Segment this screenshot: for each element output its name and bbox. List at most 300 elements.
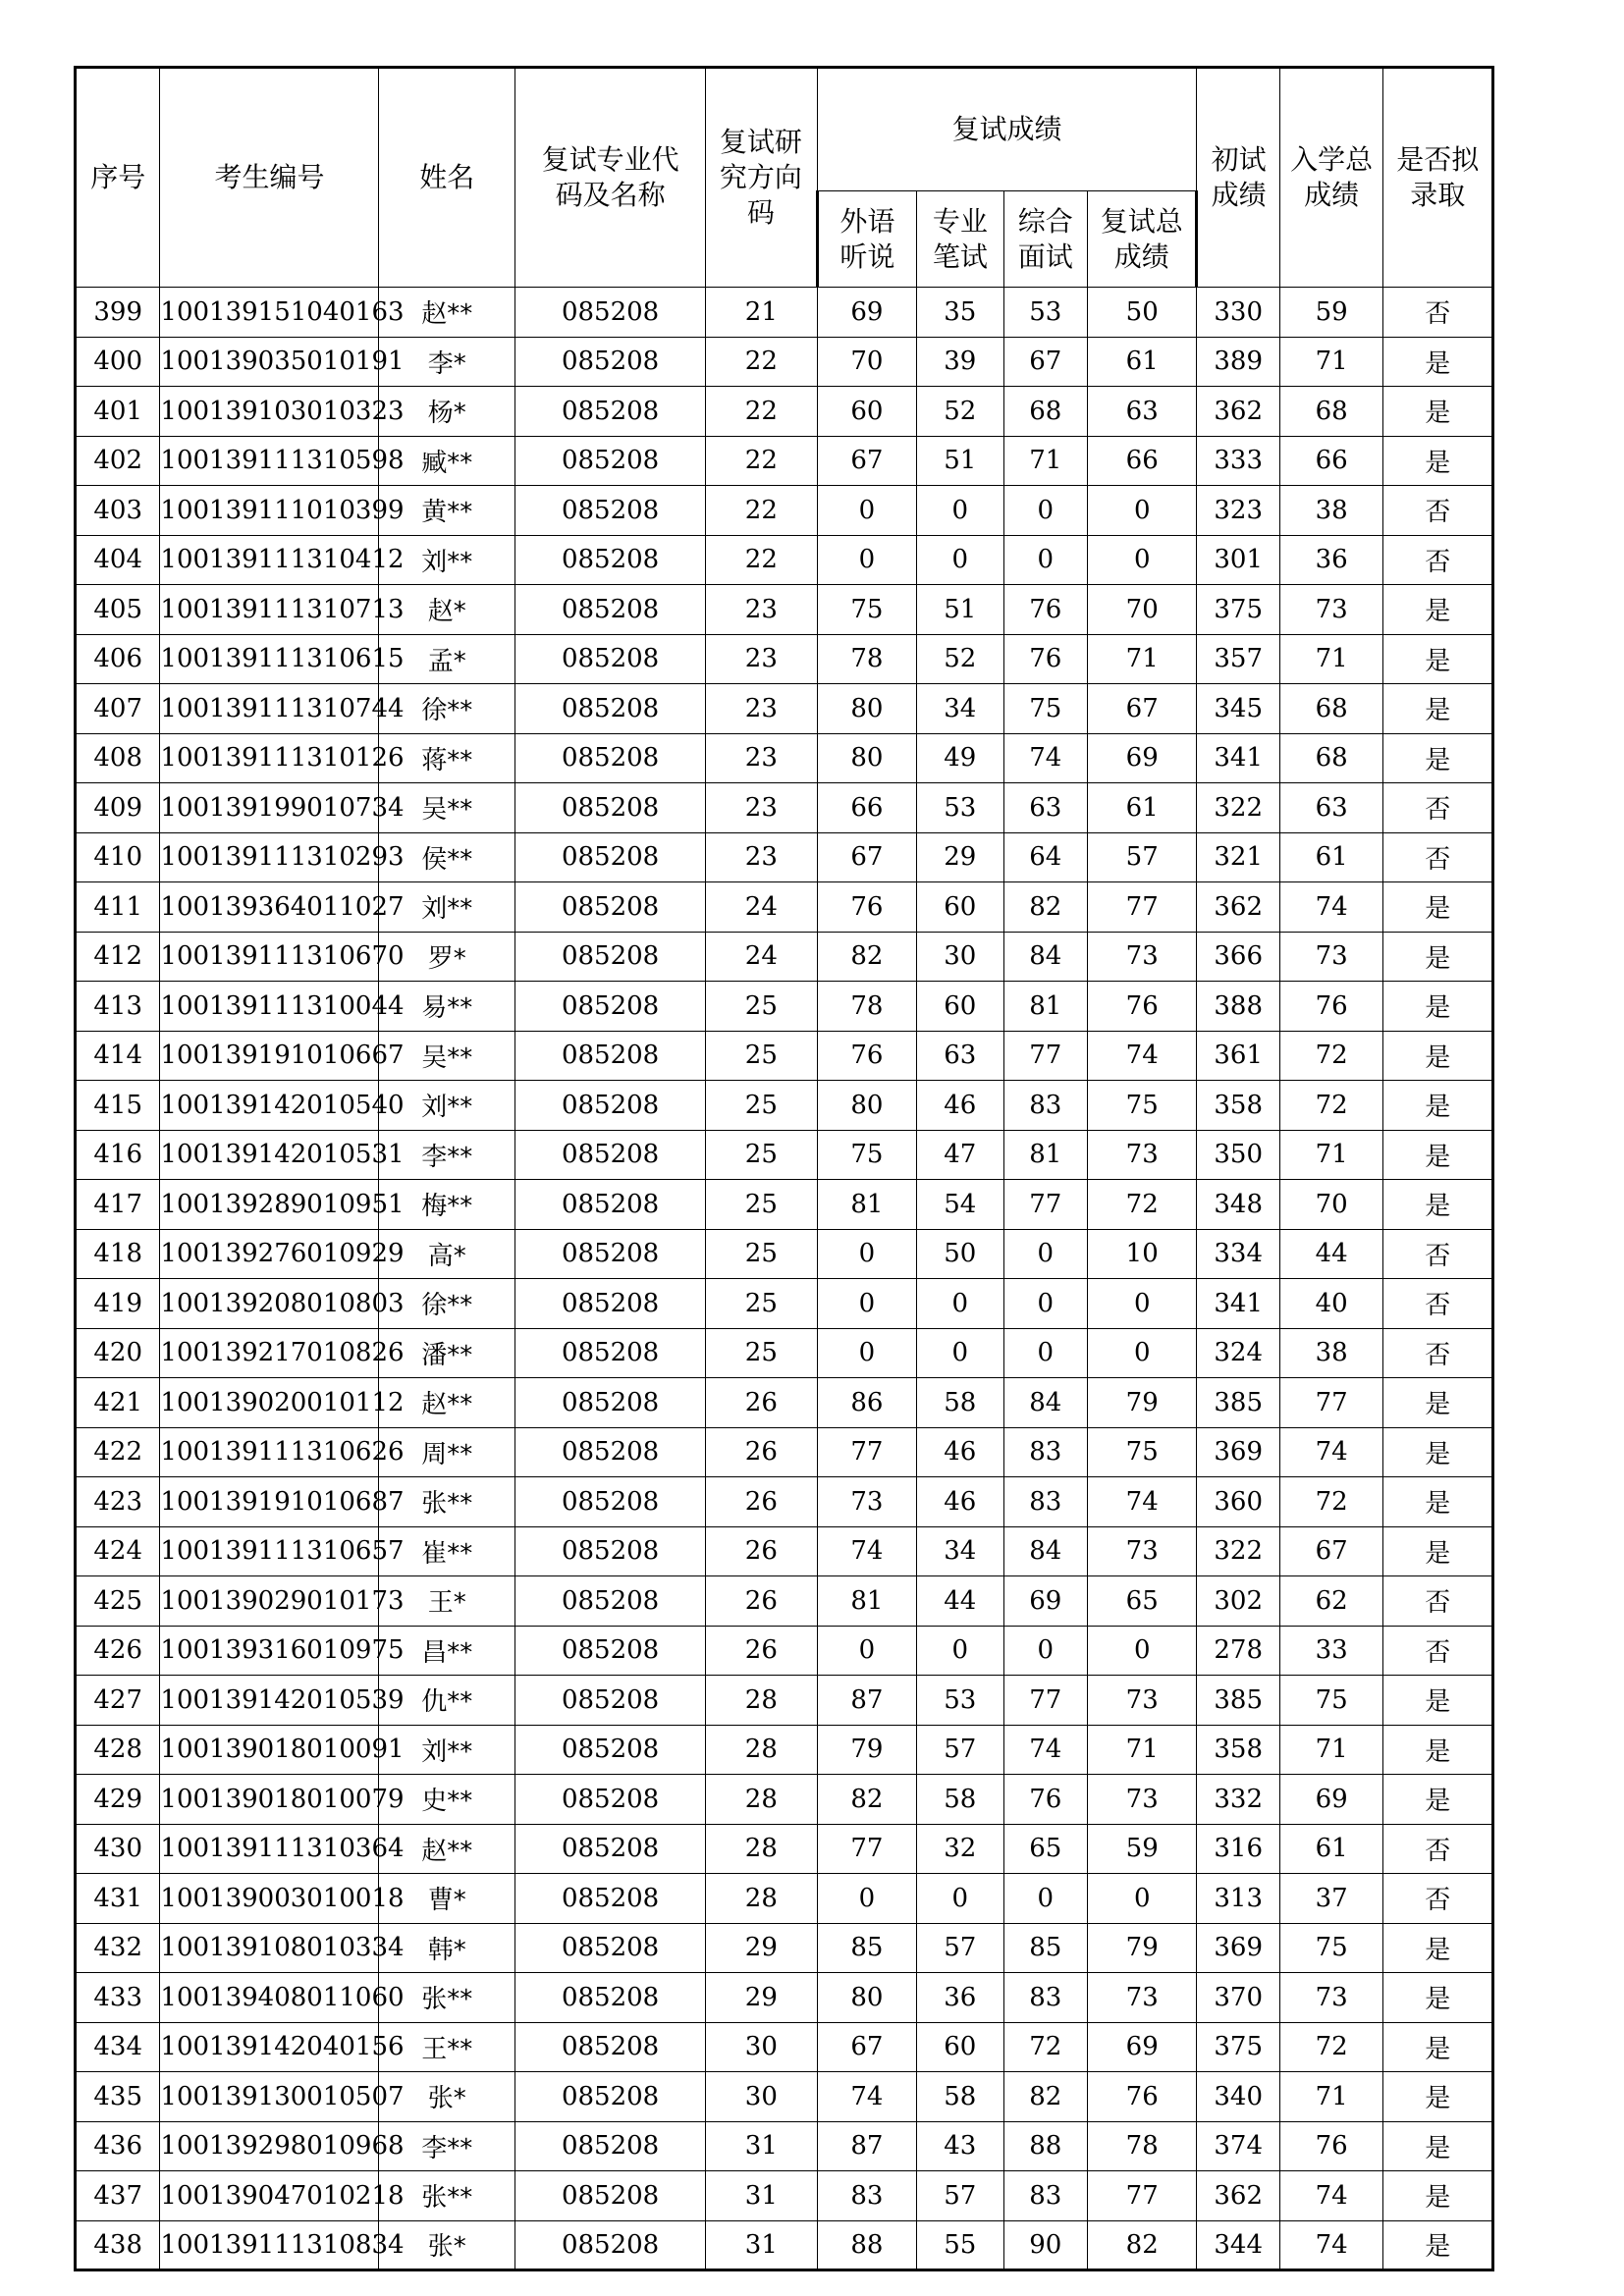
interview-cell: 88 [1003, 2121, 1087, 2171]
written-cell: 53 [917, 783, 1003, 833]
listening-cell: 80 [817, 1973, 916, 2023]
direction-cell: 22 [706, 486, 818, 536]
prelim-cell: 358 [1197, 1725, 1279, 1775]
admission-total-cell: 75 [1279, 1923, 1383, 1973]
retest-total-cell: 73 [1087, 1130, 1197, 1180]
table-row [76, 1328, 1493, 1378]
seq-cell: 425 [76, 1576, 160, 1627]
listening-cell: 81 [817, 1180, 916, 1230]
admit-cell: 是 [1383, 2072, 1493, 2122]
direction-cell: 22 [706, 436, 818, 486]
prelim-cell: 388 [1197, 982, 1279, 1032]
score-sheet [74, 66, 1494, 2271]
direction-cell: 23 [706, 783, 818, 833]
prelim-cell: 361 [1197, 1031, 1279, 1081]
seq-cell: 409 [76, 783, 160, 833]
interview-cell: 64 [1003, 832, 1087, 882]
name-cell: 张** [379, 1973, 515, 2023]
name-cell: 王** [379, 2022, 515, 2072]
table-row [76, 1081, 1493, 1131]
name-cell: 曹* [379, 1874, 515, 1924]
admission-total-cell: 59 [1279, 288, 1383, 338]
name-cell: 崔** [379, 1526, 515, 1576]
written-cell: 43 [917, 2121, 1003, 2171]
prelim-cell: 344 [1197, 2220, 1279, 2270]
seq-cell: 414 [76, 1031, 160, 1081]
listening-cell: 88 [817, 2220, 916, 2270]
interview-cell: 85 [1003, 1923, 1087, 1973]
direction-cell: 25 [706, 1279, 818, 1329]
major-code-cell: 085208 [515, 1576, 706, 1627]
interview-cell: 90 [1003, 2220, 1087, 2270]
interview-cell: 75 [1003, 684, 1087, 734]
interview-cell: 82 [1003, 2072, 1087, 2122]
prelim-cell: 341 [1197, 733, 1279, 783]
major-code-cell: 085208 [515, 783, 706, 833]
listening-cell: 0 [817, 486, 916, 536]
table-row [76, 436, 1493, 486]
written-cell: 57 [917, 1725, 1003, 1775]
name-cell: 易** [379, 982, 515, 1032]
direction-cell: 31 [706, 2171, 818, 2221]
prelim-cell: 316 [1197, 1824, 1279, 1874]
listening-cell: 0 [817, 1626, 916, 1676]
exam-id-cell: 100139003010018 [160, 1874, 379, 1924]
listening-cell: 86 [817, 1378, 916, 1428]
written-cell: 60 [917, 982, 1003, 1032]
header-exam-id: 考生编号 [160, 68, 379, 288]
listening-cell: 78 [817, 982, 916, 1032]
prelim-cell: 385 [1197, 1378, 1279, 1428]
retest-total-cell: 74 [1087, 1477, 1197, 1527]
admit-cell: 否 [1383, 1279, 1493, 1329]
interview-cell: 0 [1003, 1229, 1087, 1279]
written-cell: 46 [917, 1477, 1003, 1527]
prelim-cell: 278 [1197, 1626, 1279, 1676]
admission-total-cell: 38 [1279, 1328, 1383, 1378]
retest-total-cell: 10 [1087, 1229, 1197, 1279]
name-cell: 蒋** [379, 733, 515, 783]
admission-total-cell: 76 [1279, 2121, 1383, 2171]
prelim-cell: 362 [1197, 882, 1279, 933]
interview-cell: 0 [1003, 1279, 1087, 1329]
table-row [76, 2171, 1493, 2221]
major-code-cell: 085208 [515, 634, 706, 684]
name-cell: 赵** [379, 1378, 515, 1428]
interview-cell: 0 [1003, 1328, 1087, 1378]
prelim-cell: 301 [1197, 535, 1279, 585]
admission-total-cell: 40 [1279, 1279, 1383, 1329]
retest-total-cell: 0 [1087, 1328, 1197, 1378]
header-interview-line2: 面试 [1017, 240, 1073, 273]
name-cell: 刘** [379, 1081, 515, 1131]
exam-id-cell: 100139191010687 [160, 1477, 379, 1527]
exam-id-cell: 100139191010667 [160, 1031, 379, 1081]
listening-cell: 75 [817, 1130, 916, 1180]
interview-cell: 63 [1003, 783, 1087, 833]
prelim-cell: 389 [1197, 337, 1279, 387]
table-row [76, 337, 1493, 387]
name-cell: 潘** [379, 1328, 515, 1378]
table-row [76, 1229, 1493, 1279]
name-cell: 昌** [379, 1626, 515, 1676]
major-code-cell: 085208 [515, 1874, 706, 1924]
retest-total-cell: 0 [1087, 1874, 1197, 1924]
retest-total-cell: 73 [1087, 1676, 1197, 1726]
score-table-body [76, 288, 1493, 2270]
table-row [76, 2072, 1493, 2122]
retest-total-cell: 67 [1087, 684, 1197, 734]
exam-id-cell: 100139142010540 [160, 1081, 379, 1131]
written-cell: 51 [917, 436, 1003, 486]
table-row [76, 1874, 1493, 1924]
listening-cell: 76 [817, 1031, 916, 1081]
interview-cell: 72 [1003, 2022, 1087, 2072]
direction-cell: 30 [706, 2022, 818, 2072]
interview-cell: 76 [1003, 1775, 1087, 1825]
header-seq: 序号 [76, 68, 160, 288]
prelim-cell: 362 [1197, 2171, 1279, 2221]
prelim-cell: 369 [1197, 1427, 1279, 1477]
admit-cell: 是 [1383, 2121, 1493, 2171]
interview-cell: 83 [1003, 1477, 1087, 1527]
major-code-cell: 085208 [515, 1081, 706, 1131]
major-code-cell: 085208 [515, 2022, 706, 2072]
prelim-cell: 332 [1197, 1775, 1279, 1825]
listening-cell: 74 [817, 1526, 916, 1576]
interview-cell: 76 [1003, 585, 1087, 635]
header-major [515, 68, 706, 288]
admission-total-cell: 44 [1279, 1229, 1383, 1279]
name-cell: 赵** [379, 288, 515, 338]
admit-cell: 是 [1383, 1526, 1493, 1576]
table-row [76, 1526, 1493, 1576]
written-cell: 52 [917, 634, 1003, 684]
retest-total-cell: 59 [1087, 1824, 1197, 1874]
header-interview [1003, 191, 1087, 288]
admission-total-cell: 74 [1279, 2220, 1383, 2270]
table-row [76, 1725, 1493, 1775]
seq-cell: 424 [76, 1526, 160, 1576]
admission-total-cell: 71 [1279, 1130, 1383, 1180]
retest-total-cell: 70 [1087, 585, 1197, 635]
listening-cell: 0 [817, 1229, 916, 1279]
direction-cell: 31 [706, 2121, 818, 2171]
admit-cell: 是 [1383, 634, 1493, 684]
retest-total-cell: 77 [1087, 2171, 1197, 2221]
major-code-cell: 085208 [515, 1725, 706, 1775]
admission-total-cell: 71 [1279, 1725, 1383, 1775]
header-admission-total-line1: 入学总 [1290, 143, 1374, 176]
written-cell: 0 [917, 486, 1003, 536]
table-row [76, 1477, 1493, 1527]
seq-cell: 429 [76, 1775, 160, 1825]
admit-cell: 是 [1383, 585, 1493, 635]
retest-total-cell: 73 [1087, 1775, 1197, 1825]
header-major-line2: 码及名称 [555, 179, 666, 211]
admission-total-cell: 73 [1279, 932, 1383, 982]
exam-id-cell: 100139029010173 [160, 1576, 379, 1627]
seq-cell: 399 [76, 288, 160, 338]
prelim-cell: 340 [1197, 2072, 1279, 2122]
seq-cell: 405 [76, 585, 160, 635]
seq-cell: 422 [76, 1427, 160, 1477]
written-cell: 29 [917, 832, 1003, 882]
direction-cell: 25 [706, 1229, 818, 1279]
listening-cell: 82 [817, 1775, 916, 1825]
written-cell: 52 [917, 387, 1003, 437]
written-cell: 57 [917, 1923, 1003, 1973]
seq-cell: 403 [76, 486, 160, 536]
seq-cell: 410 [76, 832, 160, 882]
seq-cell: 423 [76, 1477, 160, 1527]
retest-total-cell: 75 [1087, 1427, 1197, 1477]
seq-cell: 400 [76, 337, 160, 387]
interview-cell: 83 [1003, 1973, 1087, 2023]
interview-cell: 74 [1003, 733, 1087, 783]
seq-cell: 406 [76, 634, 160, 684]
table-row [76, 783, 1493, 833]
table-row [76, 684, 1493, 734]
table-row [76, 535, 1493, 585]
name-cell: 赵* [379, 585, 515, 635]
major-code-cell: 085208 [515, 1676, 706, 1726]
retest-total-cell: 61 [1087, 783, 1197, 833]
header-retest-total-line2: 成绩 [1113, 240, 1169, 273]
direction-cell: 25 [706, 1130, 818, 1180]
retest-total-cell: 73 [1087, 1526, 1197, 1576]
written-cell: 47 [917, 1130, 1003, 1180]
admission-total-cell: 38 [1279, 486, 1383, 536]
exam-id-cell: 100139018010079 [160, 1775, 379, 1825]
admit-cell: 是 [1383, 1676, 1493, 1726]
name-cell: 徐** [379, 684, 515, 734]
prelim-cell: 374 [1197, 2121, 1279, 2171]
name-cell: 张** [379, 2171, 515, 2221]
retest-total-cell: 75 [1087, 1081, 1197, 1131]
listening-cell: 67 [817, 832, 916, 882]
admission-total-cell: 66 [1279, 436, 1383, 486]
listening-cell: 87 [817, 1676, 916, 1726]
prelim-cell: 302 [1197, 1576, 1279, 1627]
direction-cell: 28 [706, 1775, 818, 1825]
admit-cell: 是 [1383, 1130, 1493, 1180]
major-code-cell: 085208 [515, 585, 706, 635]
interview-cell: 76 [1003, 634, 1087, 684]
table-row [76, 982, 1493, 1032]
admit-cell: 是 [1383, 1775, 1493, 1825]
name-cell: 周** [379, 1427, 515, 1477]
admit-cell: 是 [1383, 1973, 1493, 2023]
name-cell: 杨* [379, 387, 515, 437]
direction-cell: 22 [706, 535, 818, 585]
name-cell: 侯** [379, 832, 515, 882]
seq-cell: 435 [76, 2072, 160, 2122]
major-code-cell: 085208 [515, 882, 706, 933]
direction-cell: 23 [706, 634, 818, 684]
admission-total-cell: 76 [1279, 982, 1383, 1032]
prelim-cell: 366 [1197, 932, 1279, 982]
admission-total-cell: 63 [1279, 783, 1383, 833]
written-cell: 58 [917, 1378, 1003, 1428]
direction-cell: 28 [706, 1824, 818, 1874]
listening-cell: 83 [817, 2171, 916, 2221]
listening-cell: 80 [817, 684, 916, 734]
exam-id-cell: 100139111310670 [160, 932, 379, 982]
header-direction-line2: 究方向 [719, 161, 802, 193]
name-cell: 刘** [379, 535, 515, 585]
written-cell: 34 [917, 1526, 1003, 1576]
retest-total-cell: 0 [1087, 486, 1197, 536]
prelim-cell: 313 [1197, 1874, 1279, 1924]
seq-cell: 401 [76, 387, 160, 437]
direction-cell: 24 [706, 932, 818, 982]
prelim-cell: 324 [1197, 1328, 1279, 1378]
seq-cell: 437 [76, 2171, 160, 2221]
header-admit [1383, 68, 1493, 288]
header-retest-total [1087, 191, 1197, 288]
listening-cell: 69 [817, 288, 916, 338]
admit-cell: 否 [1383, 288, 1493, 338]
name-cell: 高* [379, 1229, 515, 1279]
major-code-cell: 085208 [515, 1180, 706, 1230]
interview-cell: 53 [1003, 288, 1087, 338]
exam-id-cell: 100139111310834 [160, 2220, 379, 2270]
prelim-cell: 358 [1197, 1081, 1279, 1131]
seq-cell: 408 [76, 733, 160, 783]
exam-id-cell: 100139035010191 [160, 337, 379, 387]
name-cell: 罗* [379, 932, 515, 982]
retest-total-cell: 82 [1087, 2220, 1197, 2270]
name-cell: 臧** [379, 436, 515, 486]
admission-total-cell: 72 [1279, 1031, 1383, 1081]
name-cell: 黄** [379, 486, 515, 536]
exam-id-cell: 100139108010334 [160, 1923, 379, 1973]
admit-cell: 是 [1383, 982, 1493, 1032]
written-cell: 49 [917, 733, 1003, 783]
table-row [76, 387, 1493, 437]
prelim-cell: 341 [1197, 1279, 1279, 1329]
name-cell: 李** [379, 2121, 515, 2171]
seq-cell: 428 [76, 1725, 160, 1775]
major-code-cell: 085208 [515, 1427, 706, 1477]
interview-cell: 82 [1003, 882, 1087, 933]
interview-cell: 77 [1003, 1180, 1087, 1230]
admission-total-cell: 71 [1279, 337, 1383, 387]
retest-total-cell: 0 [1087, 1626, 1197, 1676]
header-direction-line1: 复试研 [719, 126, 802, 158]
interview-cell: 68 [1003, 387, 1087, 437]
name-cell: 史** [379, 1775, 515, 1825]
retest-total-cell: 71 [1087, 634, 1197, 684]
listening-cell: 74 [817, 2072, 916, 2122]
retest-total-cell: 73 [1087, 932, 1197, 982]
seq-cell: 411 [76, 882, 160, 933]
retest-total-cell: 78 [1087, 2121, 1197, 2171]
exam-id-cell: 100139316010975 [160, 1626, 379, 1676]
direction-cell: 26 [706, 1427, 818, 1477]
admission-total-cell: 61 [1279, 1824, 1383, 1874]
interview-cell: 0 [1003, 1626, 1087, 1676]
seq-cell: 417 [76, 1180, 160, 1230]
exam-id-cell: 100139151040163 [160, 288, 379, 338]
exam-id-cell: 100139111310044 [160, 982, 379, 1032]
table-row [76, 486, 1493, 536]
interview-cell: 84 [1003, 1526, 1087, 1576]
listening-cell: 80 [817, 733, 916, 783]
exam-id-cell: 100139142010531 [160, 1130, 379, 1180]
table-row [76, 1923, 1493, 1973]
seq-cell: 416 [76, 1130, 160, 1180]
name-cell: 刘** [379, 882, 515, 933]
prelim-cell: 357 [1197, 634, 1279, 684]
direction-cell: 23 [706, 585, 818, 635]
prelim-cell: 360 [1197, 1477, 1279, 1527]
admit-cell: 是 [1383, 1031, 1493, 1081]
interview-cell: 77 [1003, 1031, 1087, 1081]
listening-cell: 78 [817, 634, 916, 684]
retest-total-cell: 69 [1087, 733, 1197, 783]
direction-cell: 25 [706, 982, 818, 1032]
admission-total-cell: 75 [1279, 1676, 1383, 1726]
retest-total-cell: 73 [1087, 1973, 1197, 2023]
interview-cell: 81 [1003, 982, 1087, 1032]
seq-cell: 421 [76, 1378, 160, 1428]
admission-total-cell: 62 [1279, 1576, 1383, 1627]
written-cell: 46 [917, 1427, 1003, 1477]
admit-cell: 是 [1383, 1378, 1493, 1428]
name-cell: 赵** [379, 1824, 515, 1874]
retest-total-cell: 76 [1087, 2072, 1197, 2122]
table-row [76, 1824, 1493, 1874]
seq-cell: 419 [76, 1279, 160, 1329]
prelim-cell: 322 [1197, 783, 1279, 833]
exam-id-cell: 100139276010929 [160, 1229, 379, 1279]
exam-id-cell: 100139111310713 [160, 585, 379, 635]
header-prelim-line2: 成绩 [1211, 179, 1267, 211]
interview-cell: 83 [1003, 2171, 1087, 2221]
admission-total-cell: 61 [1279, 832, 1383, 882]
prelim-cell: 334 [1197, 1229, 1279, 1279]
prelim-cell: 321 [1197, 832, 1279, 882]
retest-total-cell: 65 [1087, 1576, 1197, 1627]
major-code-cell: 085208 [515, 982, 706, 1032]
header-major-line1: 复试专业代 [541, 143, 679, 176]
admit-cell: 是 [1383, 2022, 1493, 2072]
admission-total-cell: 74 [1279, 882, 1383, 933]
prelim-cell: 345 [1197, 684, 1279, 734]
admit-cell: 否 [1383, 1328, 1493, 1378]
direction-cell: 23 [706, 684, 818, 734]
header-row-top [76, 68, 1493, 191]
seq-cell: 433 [76, 1973, 160, 2023]
name-cell: 李* [379, 337, 515, 387]
admission-total-cell: 72 [1279, 1477, 1383, 1527]
exam-id-cell: 100139111310615 [160, 634, 379, 684]
direction-cell: 22 [706, 387, 818, 437]
table-row [76, 2220, 1493, 2270]
table-row [76, 1180, 1493, 1230]
name-cell: 王* [379, 1576, 515, 1627]
exam-id-cell: 100139142010539 [160, 1676, 379, 1726]
name-cell: 吴** [379, 1031, 515, 1081]
major-code-cell: 085208 [515, 1526, 706, 1576]
direction-cell: 26 [706, 1576, 818, 1627]
major-code-cell: 085208 [515, 1973, 706, 2023]
listening-cell: 0 [817, 1874, 916, 1924]
table-row [76, 1676, 1493, 1726]
listening-cell: 0 [817, 1328, 916, 1378]
